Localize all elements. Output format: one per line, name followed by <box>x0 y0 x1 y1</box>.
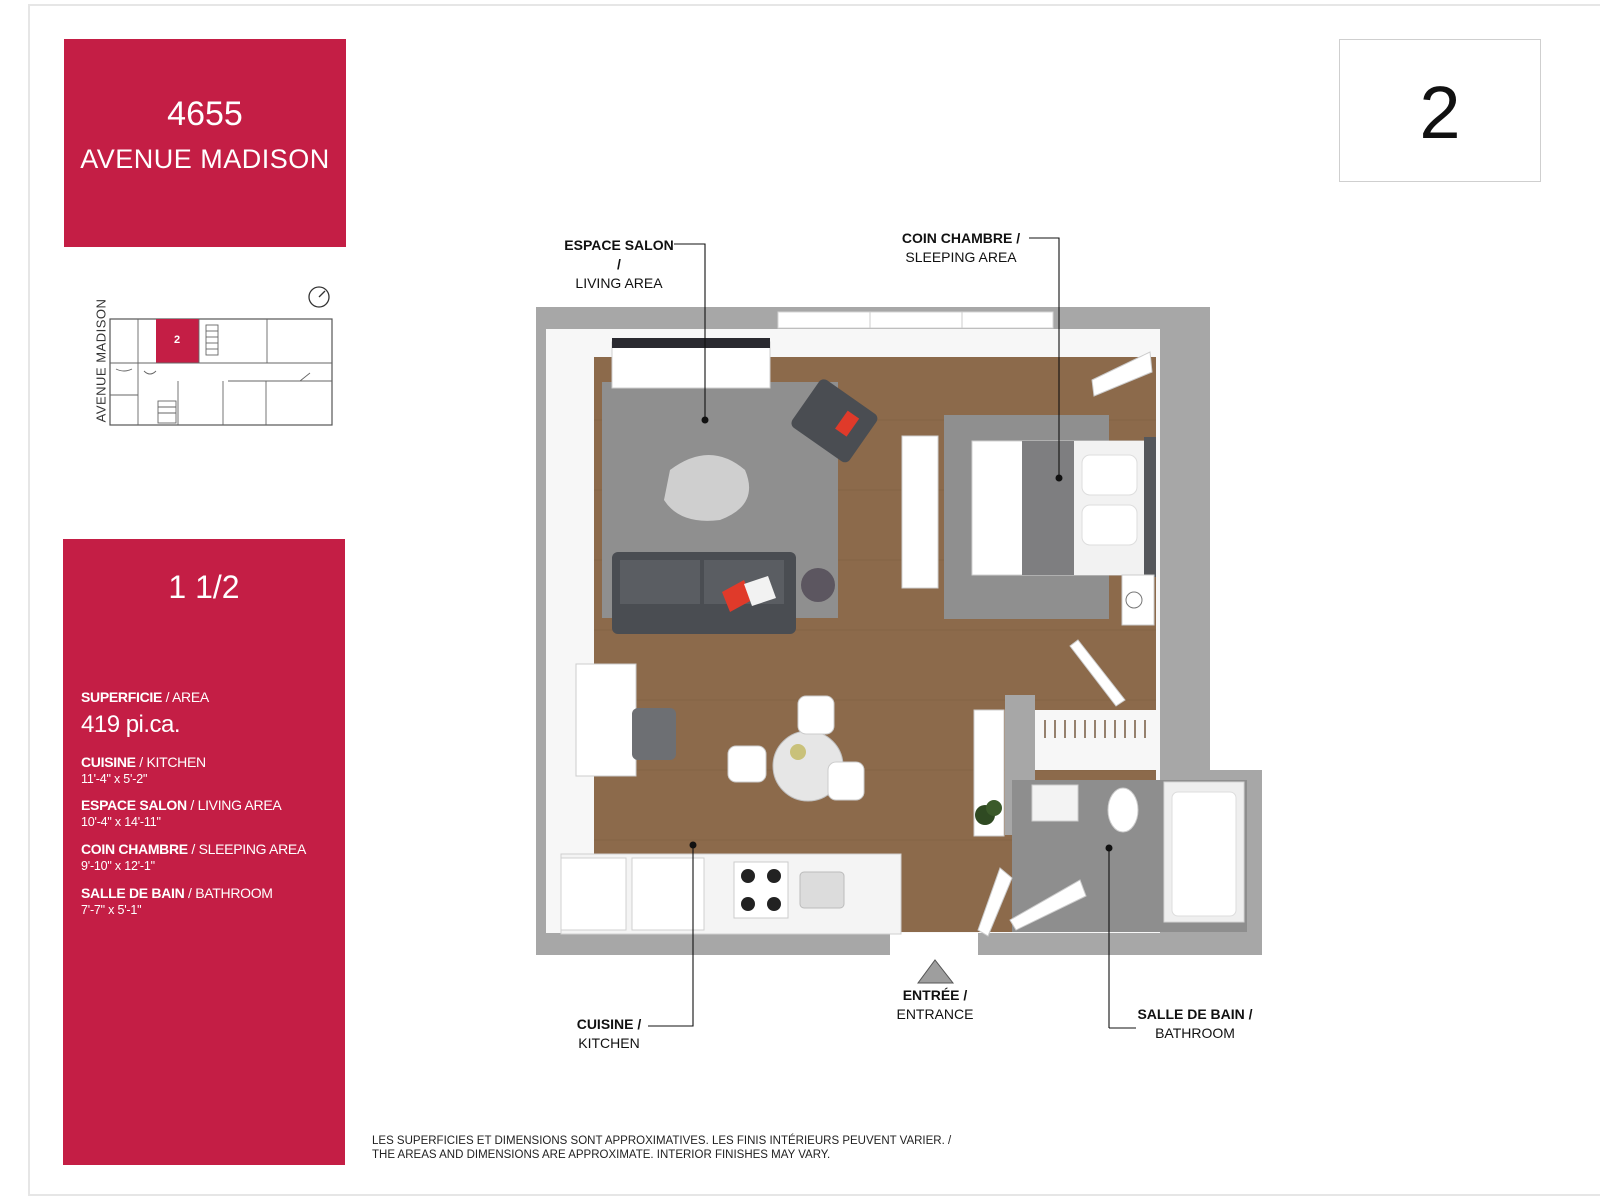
toilet <box>1108 788 1138 832</box>
entrance-opening <box>890 933 978 955</box>
room-label-living: ESPACE SALON / LIVING AREA <box>81 797 282 813</box>
callout-bathroom: SALLE DE BAIN / BATHROOM <box>1137 1006 1253 1041</box>
desk <box>576 664 636 776</box>
desk-chair <box>632 708 676 760</box>
unit-number: 2 <box>1419 71 1461 154</box>
bathroom-sink <box>1032 785 1078 821</box>
room-dims-bathroom: 7'-7" x 5'-1" <box>81 903 142 917</box>
kitchen-counter <box>561 854 901 934</box>
stove <box>734 862 788 918</box>
bed <box>972 437 1156 577</box>
dining-chair <box>798 696 834 734</box>
address-street: AVENUE MADISON <box>80 144 330 174</box>
room-label-sleeping: COIN CHAMBRE / SLEEPING AREA <box>81 841 306 857</box>
side-table <box>801 568 835 602</box>
unit-type: 1 1/2 <box>168 569 240 605</box>
area-label: SUPERFICIE / AREA <box>81 689 209 705</box>
tv-console <box>612 342 770 388</box>
closet <box>1035 710 1160 770</box>
room-dims-living: 10'-4" x 14'-11" <box>81 815 161 829</box>
callout-living: ESPACE SALON / LIVING AREA <box>564 237 674 291</box>
key-plan-unit-label: 2 <box>173 334 181 346</box>
tv <box>612 338 770 348</box>
dresser <box>902 436 938 588</box>
disclaimer: LES SUPERFICIES ET DIMENSIONS SONT APPROXIMATIVES. LES FINIS INTÉRIEURS PEUVENT VARIER. / THE AREAS AND DIMENSIONS ARE APPROXIMATE. INTERIOR FINISHES MAY VARY. <box>372 1135 952 1161</box>
room-label-bathroom: SALLE DE BAIN / BATHROOM <box>81 885 273 901</box>
address-number: 4655 <box>167 95 243 133</box>
windows <box>778 312 1053 328</box>
nightstand <box>1122 575 1154 625</box>
callout-entrance: ENTRÉE / ENTRANCE <box>896 987 974 1022</box>
room-label-kitchen: CUISINE / KITCHEN <box>81 754 206 770</box>
entrance-arrow-icon <box>918 960 953 983</box>
callout-sleeping: COIN CHAMBRE / SLEEPING AREA <box>901 230 1021 265</box>
kitchen-sink <box>800 872 844 908</box>
room-dims-kitchen: 11'-4" x 5'-2" <box>81 772 148 786</box>
callout-kitchen: CUISINE / KITCHEN <box>576 1016 642 1051</box>
key-plan-street-label: AVENUE MADISON <box>93 298 109 423</box>
plant <box>974 710 1004 836</box>
room-dims-sleeping: 9'-10" x 12'-1" <box>81 859 155 873</box>
area-value: 419 pi.ca. <box>81 711 181 738</box>
